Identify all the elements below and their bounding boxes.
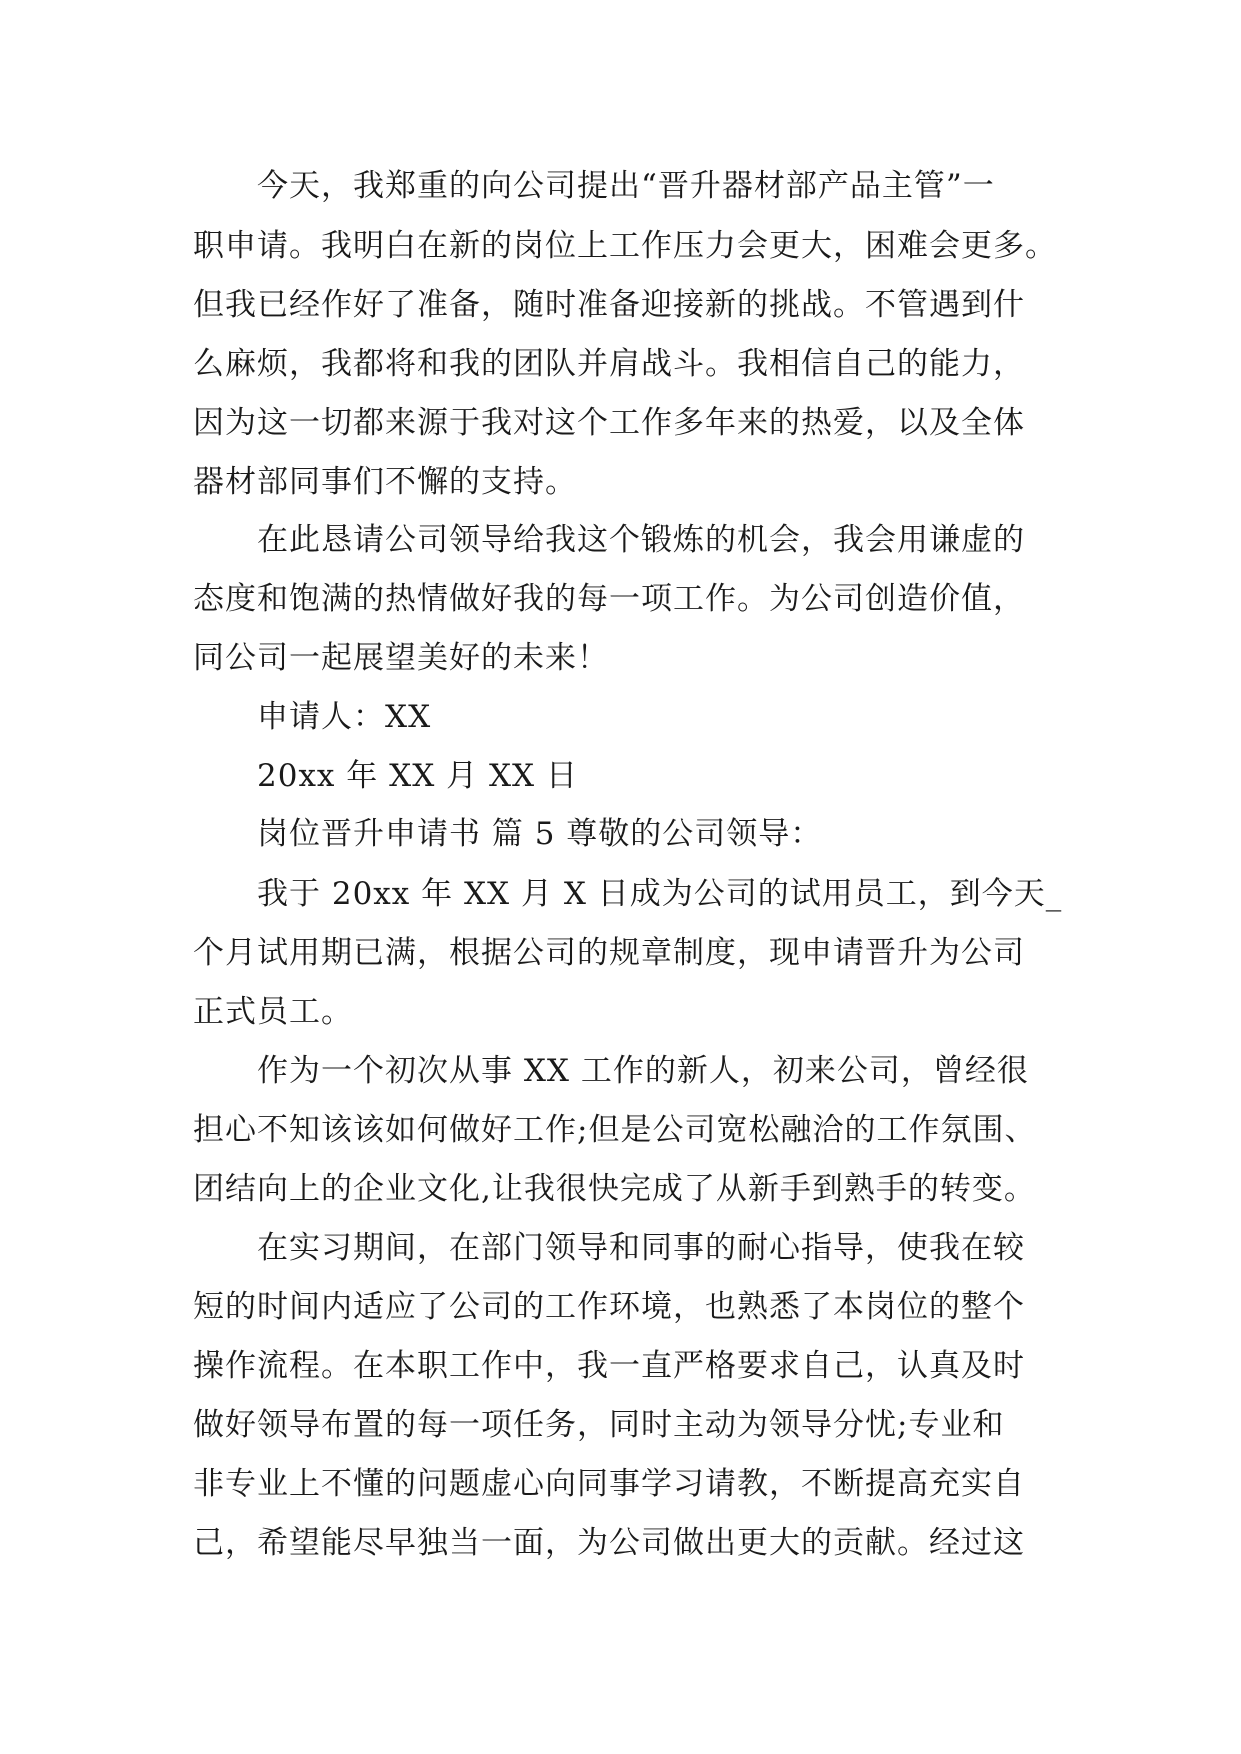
text-line: 非专业上不懂的问题虚心向同事学习请教，不断提高充实自	[193, 1466, 1025, 1502]
text-line: 在实习期间，在部门领导和同事的耐心指导，使我在较	[257, 1230, 1025, 1266]
text-line: 个月试用期已满，根据公司的规章制度，现申请晋升为公司	[193, 935, 1025, 971]
applicant-line: 申请人：XX	[257, 699, 432, 735]
text-line: 我于 20xx 年 XX 月 X 日成为公司的试用员工，到今天_	[257, 876, 1063, 912]
text-line: 职申请。我明白在新的岗位上工作压力会更大，困难会更多。	[193, 228, 1057, 264]
text-line: 操作流程。在本职工作中，我一直严格要求自己，认真及时	[193, 1348, 1025, 1384]
text-line: 作为一个初次从事 XX 工作的新人，初来公司，曾经很	[257, 1053, 1029, 1089]
text-line: 正式员工。	[193, 994, 353, 1030]
text-line: 但我已经作好了准备，随时准备迎接新的挑战。不管遇到什	[193, 287, 1025, 323]
date-line: 20xx 年 XX 月 XX 日	[257, 758, 578, 794]
text-line: 短的时间内适应了公司的工作环境，也熟悉了本岗位的整个	[193, 1289, 1025, 1325]
text-line: 同公司一起展望美好的未来！	[193, 640, 609, 676]
text-line: 做好领导布置的每一项任务，同时主动为领导分忧;专业和	[193, 1407, 1005, 1443]
text-line: 今天，我郑重的向公司提出“晋升器材部产品主管”一	[257, 168, 995, 204]
text-line: 团结向上的企业文化,让我很快完成了从新手到熟手的转变。	[193, 1171, 1036, 1207]
text-line: 己，希望能尽早独当一面，为公司做出更大的贡献。经过这	[193, 1525, 1025, 1561]
text-line: 因为这一切都来源于我对这个工作多年来的热爱，以及全体	[193, 405, 1025, 441]
text-line: 器材部同事们不懈的支持。	[193, 464, 577, 500]
text-line: 态度和饱满的热情做好我的每一项工作。为公司创造价值，	[193, 581, 1025, 617]
text-line: 么麻烦，我都将和我的团队并肩战斗。我相信自己的能力，	[193, 346, 1025, 382]
section-heading: 岗位晋升申请书 篇 5 尊敬的公司领导：	[257, 816, 823, 852]
text-line: 在此恳请公司领导给我这个锻炼的机会，我会用谦虚的	[257, 522, 1025, 558]
text-line: 担心不知该该如何做好工作;但是公司宽松融洽的工作氛围、	[193, 1112, 1037, 1148]
